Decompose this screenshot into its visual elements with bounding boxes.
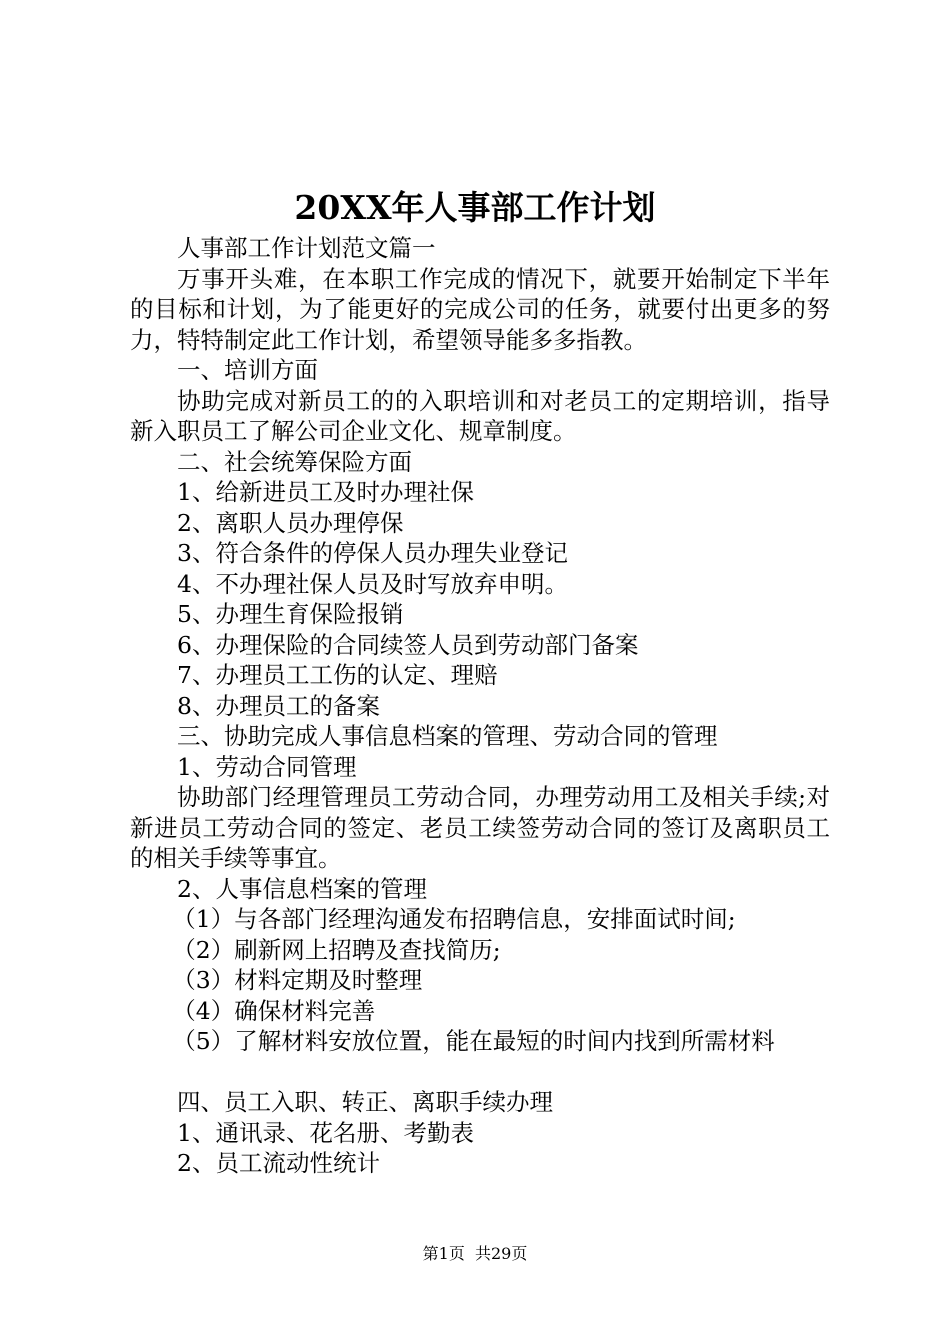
list-item: 3、符合条件的停保人员办理失业登记 (177, 539, 568, 567)
paragraph: 协助完成对新员工的的入职培训和对老员工的定期培训，指导新入职员工了解公司企业文化、规章制度。 (130, 386, 830, 445)
list-item: 7、办理员工工伤的认定、理赔 (177, 661, 498, 689)
page-footer (0, 1243, 950, 1265)
document-body (130, 233, 830, 1179)
document-title: 20XX年人事部工作计划 (294, 188, 656, 227)
sub-list-item: （5）了解材料安放位置，能在最短的时间内找到所需材料 (172, 1027, 775, 1055)
list-item: 4、不办理社保人员及时写放弃申明。 (177, 569, 568, 598)
list-item: 2、离职人员办理停保 (177, 508, 404, 537)
paragraph: 人事部工作计划范文篇一 (177, 234, 436, 262)
page-number: 第1页 共29页 (422, 1244, 528, 1263)
section-heading: 三、协助完成人事信息档案的管理、劳动合同的管理 (177, 722, 718, 750)
list-item: 1、通讯录、花名册、考勤表 (177, 1118, 474, 1147)
list-item: 1、给新进员工及时办理社保 (177, 478, 474, 506)
sub-list-item: （4）确保材料完善 (172, 996, 376, 1025)
paragraph: 万事开头难，在本职工作完成的情况下，就要开始制定下半年的目标和计划，为了能更好的完成公司的任务，就要付出更多的努力，特特制定此工作计划，希望领导能多多指教。 (130, 264, 830, 354)
section-heading: 四、员工入职、转正、离职手续办理 (177, 1088, 553, 1116)
list-item: 2、员工流动性统计 (177, 1149, 380, 1177)
sub-list-item: （3）材料定期及时整理 (172, 966, 423, 994)
paragraph: 协助部门经理管理员工劳动合同，办理劳动用工及相关手续;对新进员工劳动合同的签定、老员工续签劳动合同的签订及离职员工的相关手续等事宜。 (130, 783, 830, 872)
list-item: 8、办理员工的备案 (177, 691, 380, 720)
sub-list-item: （1）与各部门经理沟通发布招聘信息，安排面试时间; (172, 905, 736, 933)
section-heading: 一、培训方面 (177, 356, 318, 384)
list-item: 5、办理生育保险报销 (177, 600, 404, 628)
list-item: 1、劳动合同管理 (177, 752, 357, 781)
section-heading: 二、社会统筹保险方面 (177, 447, 412, 476)
list-item: 6、办理保险的合同续签人员到劳动部门备案 (177, 630, 639, 659)
sub-list-item: （2）刷新网上招聘及查找简历; (172, 935, 501, 964)
blank-line (130, 1057, 830, 1088)
list-item: 2、人事信息档案的管理 (177, 874, 427, 903)
